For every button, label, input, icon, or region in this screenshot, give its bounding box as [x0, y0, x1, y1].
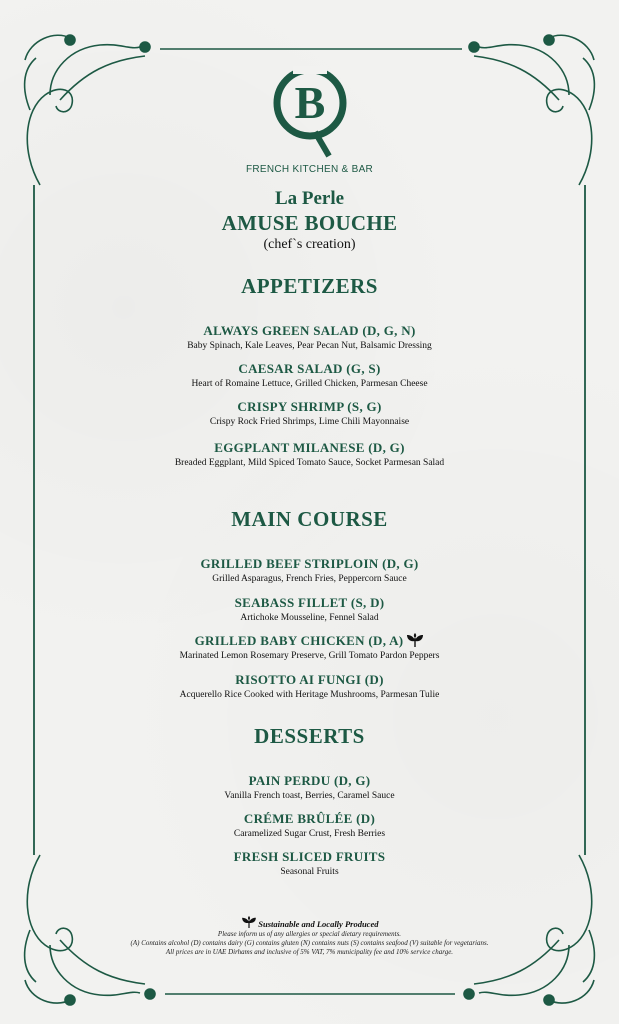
menu-item: [0, 773, 619, 801]
appetizers-heading: APPETIZERS: [241, 274, 378, 298]
menu-item: [0, 399, 619, 427]
menu-item-name: SEABASS FILLET (S, D): [234, 595, 385, 610]
menu-item: [0, 361, 619, 389]
sustainable-leaf-icon: [406, 633, 424, 647]
menu-item-name: EGGPLANT MILANESE (D, G): [214, 440, 405, 455]
main-course-heading: MAIN COURSE: [231, 507, 388, 531]
brand-logo: [273, 66, 347, 162]
restaurant-name: La Perle: [274, 188, 345, 209]
desserts-heading: DESSERTS: [254, 724, 365, 748]
sustainable-leaf-icon: [241, 916, 257, 928]
brand-subtitle: FRENCH KITCHEN & BAR: [245, 164, 374, 175]
menu-item: [0, 672, 619, 700]
menu-item: [0, 556, 619, 584]
menu-item-name: GRILLED BEEF STRIPLOIN (D, G): [200, 556, 419, 571]
menu-item: [0, 323, 619, 351]
menu-item-name: CRÉME BRÛLÉE (D): [243, 811, 376, 826]
menu-item-name: ALWAYS GREEN SALAD (D, G, N): [203, 323, 416, 338]
menu-item-description: Artichoke Mousseline, Fennel Salad: [240, 613, 379, 623]
allergen-key: (A) Contains alcohol (D) contains dairy (G) contains gluten (N) contains nuts (S) contains seafood (V) suitable for vegetarians.: [130, 939, 489, 947]
menu-item-name-row: [0, 633, 619, 649]
menu-item: [0, 595, 619, 623]
menu-item-name: PAIN PERDU (D, G): [248, 773, 371, 788]
menu-item-name: RISOTTO AI FUNGI (D): [235, 672, 384, 687]
sustainable-legend-text: Sustainable and Locally Produced: [258, 919, 379, 929]
logo-letter: B: [294, 77, 326, 128]
price-notice: All prices are in UAE Dirhams and inclusive of 5% VAT, 7% municipality fee and 10% service charge.: [165, 948, 454, 956]
menu-item-description: Grilled Asparagus, French Fries, Peppercorn Sauce: [212, 574, 407, 584]
menu-item-name: GRILLED BABY CHICKEN (D, A): [194, 633, 404, 648]
menu-item-description: Baby Spinach, Kale Leaves, Pear Pecan Nut, Balsamic Dressing: [187, 341, 432, 351]
menu-footer: [0, 916, 619, 957]
menu-item-name: FRESH SLICED FRUITS: [233, 849, 386, 864]
menu-item-description: Marinated Lemon Rosemary Preserve, Grill Tomato Pardon Peppers: [179, 651, 440, 661]
menu-item-description: Crispy Rock Fried Shrimps, Lime Chili Mayonnaise: [209, 417, 410, 427]
menu-item-description: Acquerello Rice Cooked with Heritage Mushrooms, Parmesan Tulie: [179, 690, 440, 700]
menu-item-name: CRISPY SHRIMP (S, G): [237, 399, 382, 414]
sustainable-legend: [0, 916, 619, 930]
menu-item-description: Vanilla French toast, Berries, Caramel Sauce: [224, 791, 395, 801]
allergy-notice: Please inform us of any allergies or special dietary requirements.: [217, 930, 402, 938]
menu-item: [0, 440, 619, 468]
menu-item-description: Seasonal Fruits: [280, 867, 339, 877]
menu-item: [0, 633, 619, 661]
menu-item: [0, 849, 619, 877]
menu-item-description: Breaded Eggplant, Mild Spiced Tomato Sauce, Socket Parmesan Salad: [174, 458, 445, 468]
chef-creation-note: (chef`s creation): [263, 237, 356, 252]
menu-item: [0, 811, 619, 839]
amuse-bouche-title: AMUSE BOUCHE: [221, 211, 398, 235]
menu-item-name: CAESAR SALAD (G, S): [238, 361, 381, 376]
menu-item-description: Caramelized Sugar Crust, Fresh Berries: [233, 829, 386, 839]
menu-item-description: Heart of Romaine Lettuce, Grilled Chicken, Parmesan Cheese: [191, 379, 428, 389]
